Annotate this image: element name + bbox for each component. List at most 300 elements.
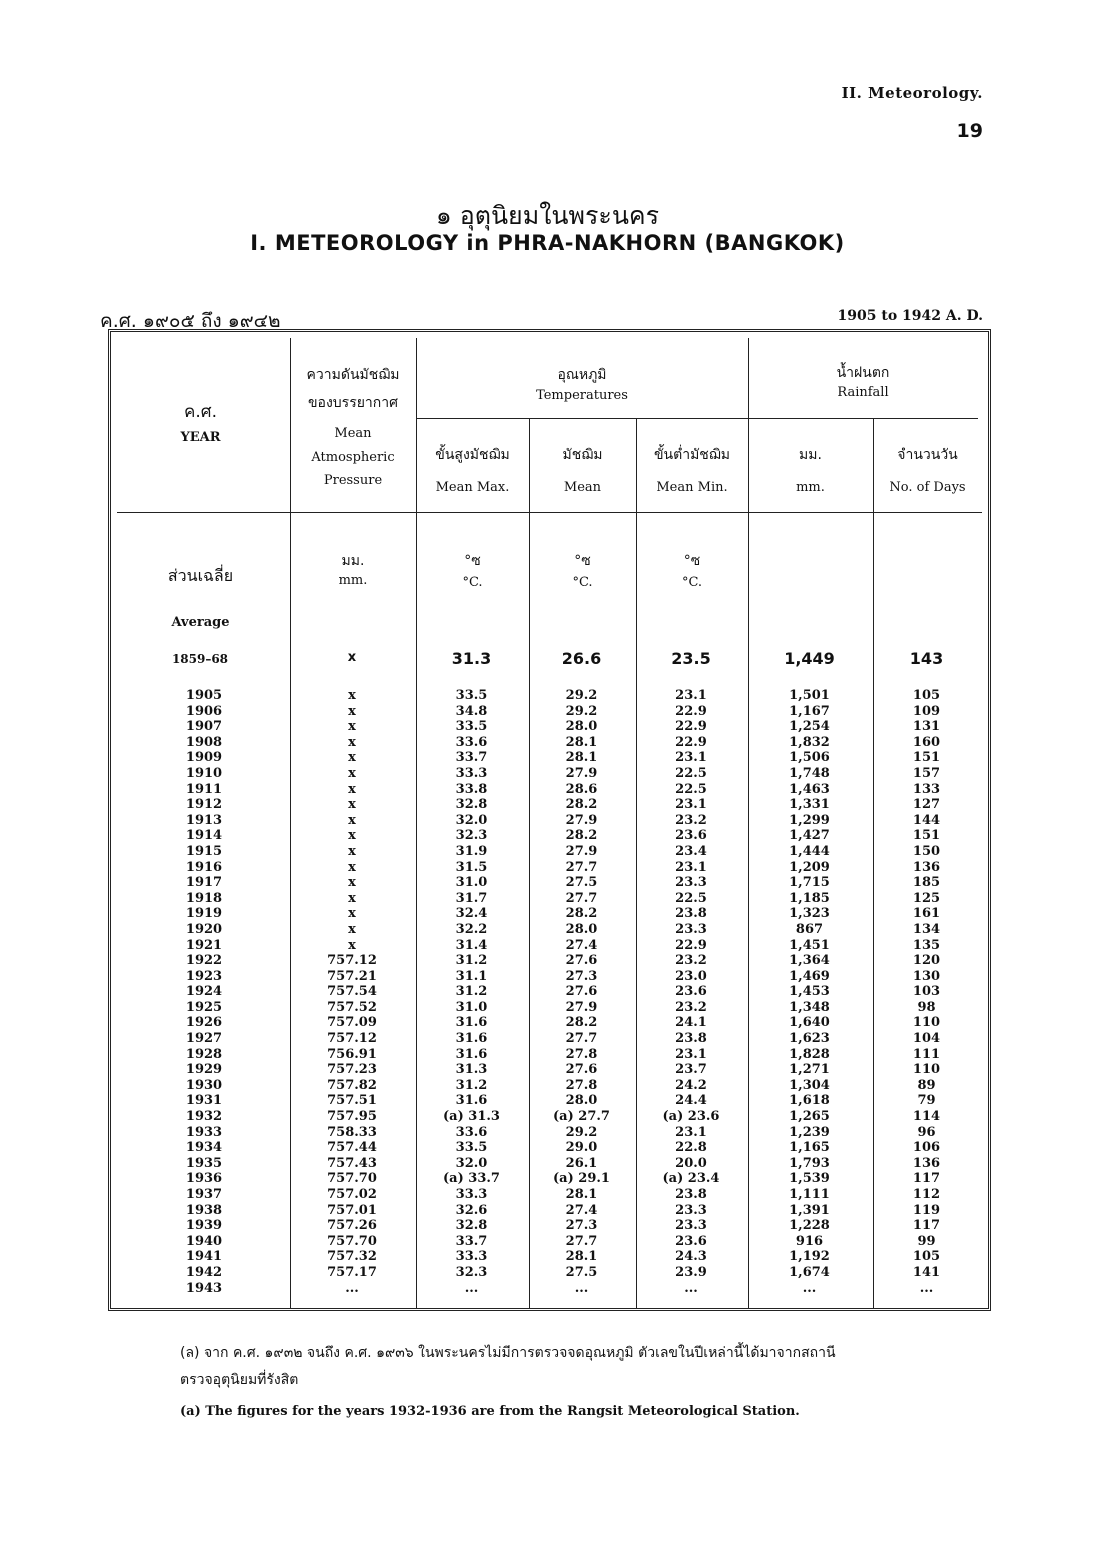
mean-max-cell: 32.4 [455,906,488,922]
years-cell: 1912 [185,797,223,813]
rain-mm-cell: 1,674 [789,1264,830,1280]
rain-days-cell: 161 [912,906,941,922]
rain-mm-cell: 1,832 [789,734,830,750]
rain-mm-cell: 1,167 [789,703,830,719]
years-cell: 1914 [185,828,223,844]
rain-mm-cell: 1,469 [789,968,830,984]
mean-max-cell: 31.6 [455,1015,488,1031]
years-cell: 1924 [185,984,223,1000]
meanmax-header-en: Mean Max. [435,480,510,495]
pressure-cell: 757.21 [327,968,377,984]
rain-days-cell: 89 [917,1077,936,1093]
mean-max-cell: 33.3 [455,1249,488,1265]
mean-max-cell: 32.6 [455,1202,488,1218]
mean-max-cell: 32.2 [455,921,488,937]
mean-max-cell: 32.0 [455,812,488,828]
pressure-header-thai-1: ความดันมัชฌิม [306,367,400,383]
rain-mm-cell: 1,209 [789,859,830,875]
years-cell: 1929 [185,1062,223,1078]
mean-max-cell: 33.5 [455,719,488,735]
years-cell: 1911 [185,781,223,797]
years-cell: 1916 [185,859,223,875]
mean-max-cell: 32.3 [455,828,488,844]
mean-max-cell: 33.6 [455,1124,488,1140]
mean-min-cell: 23.1 [675,688,707,703]
years-cell: 1935 [185,1155,223,1171]
header-bottom-rule [117,512,982,513]
rain-mm-cell: 1,271 [789,1062,830,1078]
rain-days-header-thai: จำนวนวัน [897,447,958,463]
mean-cell: 28.2 [565,906,598,922]
rain-mm-cell: 1,451 [789,937,830,953]
footnote-thai-line-1: (ล) จาก ค.ศ. ๑๙๓๒ จนถึง ค.ศ. ๑๙๓๖ ในพระนครไม่มีการตรวจจดอุณหภูมิ ตัวเลขในปีเหล่านี้ได้มาจากสถานี [180,1345,836,1361]
rain-mm-cell: 1,323 [789,906,830,922]
pressure-unit-en: mm. [338,573,368,588]
mean-min-cell: 22.5 [675,781,707,797]
rain-mm-cell: 1,463 [789,781,830,797]
mean-cell: 27.7 [565,1233,598,1249]
pressure-cell: 757.95 [327,1109,377,1125]
mean-max-cell: 31.2 [455,953,488,969]
years-cell: 1915 [185,843,223,859]
mean-min-cell: 24.3 [675,1249,707,1265]
mean-header-thai: มัชฌิม [562,447,603,463]
years-cell: 1925 [185,999,223,1015]
mean-min-cell: 24.1 [675,1015,707,1031]
mean-cell: 29.2 [565,688,598,703]
rain-mm-cell: 1,331 [789,797,830,813]
pressure-cell: 757.43 [327,1155,377,1171]
rain-mm-cell: 1,444 [789,843,830,859]
mean-cell: 28.2 [565,797,598,813]
years-cell: 1922 [185,953,223,969]
mean-max-cell: (a) 33.7 [443,1171,500,1187]
rain-days-column [872,688,981,1296]
mean-min-cell: ... [684,1280,698,1296]
mean-cell: 28.1 [565,734,598,750]
rain-days-cell: 157 [912,765,941,781]
pressure-cell: 757.17 [327,1264,377,1280]
rain-days-header-en: No. of Days [889,480,966,495]
rain-days-cell: 117 [912,1218,941,1234]
mean-cell: 27.8 [565,1077,598,1093]
mean-max-cell: 31.0 [455,875,488,891]
year-header-en: YEAR [180,430,221,445]
meanmin-header-thai: ขั้นต่ำมัชฌิม [653,447,730,463]
years-cell: 1941 [185,1249,223,1265]
pressure-cell: x [348,781,356,797]
pressure-cell: 757.52 [327,999,377,1015]
rain-days-cell: 106 [912,1140,941,1156]
rain-mm-cell: 1,228 [789,1218,830,1234]
mean-max-cell: 31.2 [455,1077,488,1093]
mean-max-cell: 31.9 [455,843,488,859]
mean-max-column [415,688,528,1296]
mean-min-cell: 22.5 [675,765,707,781]
mean-min-cell: 22.9 [675,937,707,953]
rain-days-cell: 98 [917,999,936,1015]
mean-cell: 28.0 [565,921,598,937]
mean-min-cell: 23.3 [675,921,707,937]
years-cell: 1936 [185,1171,223,1187]
mean-cell: 27.3 [565,968,598,984]
mean-header-en: Mean [563,480,602,495]
rain-mm-cell: 1,427 [789,828,830,844]
years-cell: 1938 [185,1202,223,1218]
rain-days-cell: 114 [912,1109,941,1125]
pressure-cell: 757.51 [327,1093,377,1109]
rain-subheader-rule [748,418,978,419]
pressure-header-en-3: Pressure [323,473,383,488]
range-thai: ค.ศ. ๑๙๐๕ ถึง ๑๙๔๒ [100,310,281,332]
rain-days-cell: ... [919,1280,934,1296]
mean-cell: 27.6 [565,953,598,969]
mean-cell: 27.6 [565,1062,598,1078]
pressure-cell: 758.33 [327,1124,377,1140]
mean-min-cell: 22.8 [675,1140,707,1156]
rain-days-cell: 105 [912,688,941,703]
mean-min-cell: 22.9 [675,719,707,735]
mean-max-cell: 31.3 [455,1062,488,1078]
pressure-cell: 757.01 [327,1202,377,1218]
mean-max-cell: 33.3 [455,765,488,781]
mean-min-cell: 23.6 [675,828,707,844]
average-period: 1859–68 [171,652,229,666]
pressure-cell: 757.82 [327,1077,377,1093]
rain-days-cell: 141 [912,1264,941,1280]
rain-mm-cell: 1,185 [789,890,830,906]
mean-max-cell: 31.6 [455,1046,488,1062]
pressure-cell: x [348,921,356,937]
pressure-cell: x [348,875,356,891]
rain-mm-cell: 1,192 [789,1249,830,1265]
mean-cell: (a) 27.7 [553,1109,610,1125]
average-rain-mm: 1,449 [784,649,835,668]
mean-cell: 29.2 [565,703,598,719]
rain-days-cell: 105 [912,1249,941,1265]
mean-cell: 27.3 [565,1218,598,1234]
mean-cell: 28.2 [565,828,598,844]
mean-max-cell: 32.3 [455,1264,488,1280]
mean-min-cell: 23.9 [675,1264,707,1280]
rain-days-cell: 112 [912,1187,941,1202]
mean-min-cell: 23.0 [675,968,707,984]
mean-min-cell: 23.3 [675,1218,707,1234]
years-cell: 1905 [185,688,223,703]
rain-mm-cell: 1,299 [789,812,830,828]
pressure-cell: x [348,843,356,859]
rain-days-cell: 125 [912,890,941,906]
mean-max-cell: 33.6 [455,734,488,750]
years-cell: 1930 [185,1077,223,1093]
mean-cell: 27.9 [565,812,598,828]
rain-days-cell: 96 [917,1124,936,1140]
average-pressure: x [347,650,357,665]
mean-cell: 27.7 [565,859,598,875]
rain-mm-cell: 1,501 [789,688,830,703]
pressure-cell: 757.09 [327,1015,377,1031]
mean-unit-en: °C. [572,575,593,590]
years-cell: 1927 [185,1031,223,1047]
pressure-column [289,688,415,1296]
mean-max-cell: 34.8 [455,703,488,719]
mean-cell: 28.0 [565,1093,598,1109]
mean-unit-thai: °ซ [574,553,591,569]
years-cell: 1933 [185,1124,223,1140]
mean-min-cell: 23.1 [675,750,707,766]
running-head: II. Meteorology. [841,84,983,102]
years-cell: 1939 [185,1218,223,1234]
rain-mm-cell: 1,640 [789,1015,830,1031]
mean-cell: 29.0 [565,1140,598,1156]
rain-days-cell: 144 [912,812,941,828]
pressure-cell: 757.23 [327,1062,377,1078]
mean-min-cell: 23.2 [675,999,707,1015]
rain-mm-cell: 1,453 [789,984,830,1000]
rain-days-cell: 130 [912,968,941,984]
years-cell: 1937 [185,1187,223,1202]
average-mean: 26.6 [561,649,602,668]
years-cell: 1943 [185,1280,223,1296]
mean-min-cell: 23.1 [675,1046,707,1062]
years-cell: 1909 [185,750,223,766]
rain-mm-cell: 1,539 [789,1171,830,1187]
meanmin-header-en: Mean Min. [656,480,728,495]
mean-cell: 27.5 [565,1264,598,1280]
mean-max-cell: 33.7 [455,750,488,766]
mean-min-cell: 23.4 [675,843,707,859]
mean-cell: 28.2 [565,1015,598,1031]
rain-days-cell: 79 [917,1093,936,1109]
mean-max-cell: 32.8 [455,1218,488,1234]
mean-cell: 27.9 [565,765,598,781]
mean-cell: 27.5 [565,875,598,891]
years-cell: 1923 [185,968,223,984]
mean-max-cell: 31.0 [455,999,488,1015]
rain-mm-cell: 1,364 [789,953,830,969]
pressure-header-en-2: Atmospheric [311,450,395,465]
mean-max-cell: 33.7 [455,1233,488,1249]
average-mean-max: 31.3 [451,649,492,668]
pressure-cell: x [348,765,356,781]
mean-max-cell: ... [464,1280,479,1296]
rain-mm-cell: 1,623 [789,1031,830,1047]
pressure-cell: 757.12 [327,1031,377,1047]
pressure-cell: 757.54 [327,984,377,1000]
rain-days-cell: 185 [912,875,941,891]
mean-min-cell: 23.8 [675,906,707,922]
mean-min-cell: 23.1 [675,1124,707,1140]
pressure-cell: x [348,890,356,906]
years-cell: 1918 [185,890,223,906]
rain-days-cell: 109 [912,703,941,719]
mean-cell: (a) 29.1 [553,1171,610,1187]
rain-mm-cell: ... [802,1280,817,1296]
average-label-thai: ส่วนเฉลี่ย [167,566,234,585]
footnote-thai-line-2: ตรวจอุตุนิยมที่รังสิต [180,1372,299,1388]
years-cell: 1907 [185,719,223,735]
rain-days-cell: 151 [912,828,941,844]
rain-days-cell: 160 [912,734,941,750]
footnote-thai [180,1340,1000,1394]
rain-mm-cell: 1,715 [789,875,830,891]
title-english: I. METEOROLOGY in PHRA-NAKHORN (BANGKOK) [250,231,845,255]
rain-days-cell: 133 [912,781,941,797]
mean-min-cell: 23.1 [675,859,707,875]
rain-mm-cell: 1,391 [789,1202,830,1218]
footnote-english: (a) The figures for the years 1932-1936 are from the Rangsit Meteorological Station. [180,1404,800,1419]
page-number: 19 [956,120,983,142]
pressure-cell: x [348,734,356,750]
mean-cell: 27.4 [565,937,598,953]
mean-cell: 28.6 [565,781,598,797]
mean-min-cell: 23.2 [675,812,707,828]
mean-min-cell: 22.9 [675,703,707,719]
year-column [144,688,264,1296]
mean-max-cell: 32.0 [455,1155,488,1171]
mean-min-cell: 23.7 [675,1062,707,1078]
mean-cell: 27.9 [565,999,598,1015]
pressure-unit-thai: มม. [341,553,365,569]
pressure-cell: 757.70 [327,1233,377,1249]
pressure-cell: x [348,828,356,844]
rain-days-cell: 150 [912,843,941,859]
rain-header-thai: น้ำฝนตก [836,365,890,381]
pressure-cell: 756.91 [327,1046,377,1062]
rain-mm-header-thai: มม. [799,447,822,463]
pressure-cell: 757.02 [327,1187,377,1202]
pressure-header-en-1: Mean [334,426,372,441]
mean-cell: 27.8 [565,1046,598,1062]
rain-mm-cell: 1,111 [789,1187,830,1202]
mean-min-cell: (a) 23.4 [662,1171,720,1187]
pressure-cell: x [348,750,356,766]
mean-min-cell: 22.9 [675,734,707,750]
pressure-cell: x [348,797,356,813]
mean-max-cell: 33.5 [455,1140,488,1156]
years-cell: 1942 [185,1264,223,1280]
rain-days-cell: 135 [912,937,941,953]
mean-cell: 28.1 [565,750,598,766]
mean-max-cell: 31.7 [455,890,488,906]
rain-days-cell: 119 [912,1202,941,1218]
mean-cell: ... [574,1280,589,1296]
rain-days-cell: 111 [912,1046,941,1062]
rain-mm-cell: 867 [795,921,824,937]
mean-min-cell: 20.0 [675,1155,707,1171]
rain-mm-column [747,688,872,1296]
mean-max-cell: 31.1 [455,968,488,984]
rain-days-cell: 127 [912,797,941,813]
pressure-cell: 757.26 [327,1218,377,1234]
mean-min-cell: 23.6 [675,984,707,1000]
range-english: 1905 to 1942 A. D. [837,308,983,324]
years-cell: 1928 [185,1046,223,1062]
mean-cell: 27.7 [565,1031,598,1047]
rain-days-cell: 99 [917,1233,936,1249]
mean-max-cell: 33.5 [455,688,488,703]
rain-mm-cell: 1,265 [789,1109,830,1125]
pressure-cell: 757.12 [327,953,377,969]
years-cell: 1919 [185,906,223,922]
temp-subheader-rule [416,418,748,419]
pressure-cell: x [348,703,356,719]
years-cell: 1913 [185,812,223,828]
mean-cell: 27.6 [565,984,598,1000]
temp-header-thai: อุณหภูมิ [557,367,607,383]
years-cell: 1910 [185,765,223,781]
years-cell: 1906 [185,703,223,719]
meanmax-unit-thai: °ซ [464,553,481,569]
mean-cell: 29.2 [565,1124,598,1140]
rain-days-cell: 120 [912,953,941,969]
rain-days-cell: 104 [912,1031,941,1047]
average-label-en: Average [171,615,230,630]
years-cell: 1931 [185,1093,223,1109]
meanmax-header-thai: ขั้นสูงมัชฌิม [435,447,510,463]
years-cell: 1926 [185,1015,223,1031]
years-cell: 1908 [185,734,223,750]
rain-days-cell: 131 [912,719,941,735]
rain-mm-cell: 1,165 [789,1140,830,1156]
years-cell: 1917 [185,875,223,891]
mean-min-cell: 24.2 [675,1077,707,1093]
mean-max-cell: 33.3 [455,1187,488,1202]
mean-max-cell: 33.8 [455,781,488,797]
rain-mm-cell: 1,748 [789,765,830,781]
mean-max-cell: 31.6 [455,1093,488,1109]
mean-min-cell: 24.4 [675,1093,707,1109]
rain-days-cell: 103 [912,984,941,1000]
rain-mm-cell: 1,348 [789,999,830,1015]
years-cell: 1934 [185,1140,223,1156]
years-cell: 1921 [185,937,223,953]
mean-min-cell: 23.2 [675,953,707,969]
rain-header-en: Rainfall [837,385,889,400]
rain-days-cell: 136 [912,859,941,875]
rain-mm-cell: 1,304 [789,1077,830,1093]
pressure-cell: x [348,719,356,735]
mean-cell: 28.1 [565,1187,598,1202]
pressure-cell: 757.70 [327,1171,377,1187]
pressure-cell: 757.32 [327,1249,377,1265]
mean-max-cell: 31.2 [455,984,488,1000]
mean-max-cell: (a) 31.3 [443,1109,500,1125]
years-cell: 1920 [185,921,223,937]
mean-cell: 27.9 [565,843,598,859]
temp-header-en: Temperatures [536,388,628,403]
mean-max-cell: 31.5 [455,859,488,875]
meanmin-unit-en: °C. [681,575,703,590]
mean-cell: 27.4 [565,1202,598,1218]
mean-max-cell: 31.4 [455,937,488,953]
rain-mm-cell: 1,506 [789,750,830,766]
rain-mm-cell: 1,618 [789,1093,830,1109]
mean-min-cell: 23.3 [675,875,707,891]
mean-min-column [635,688,747,1296]
meanmin-unit-thai: °ซ [683,553,701,569]
average-mean-min: 23.5 [671,649,711,668]
rain-mm-cell: 1,254 [789,719,830,735]
pressure-cell: x [348,906,356,922]
rain-days-cell: 134 [912,921,941,937]
rain-days-cell: 110 [912,1015,941,1031]
years-cell: 1940 [185,1233,223,1249]
pressure-header-thai-2: ของบรรยากาศ [307,395,399,411]
rain-mm-cell: 1,793 [789,1155,830,1171]
mean-cell: 28.0 [565,719,598,735]
years-cell: 1932 [185,1109,223,1125]
